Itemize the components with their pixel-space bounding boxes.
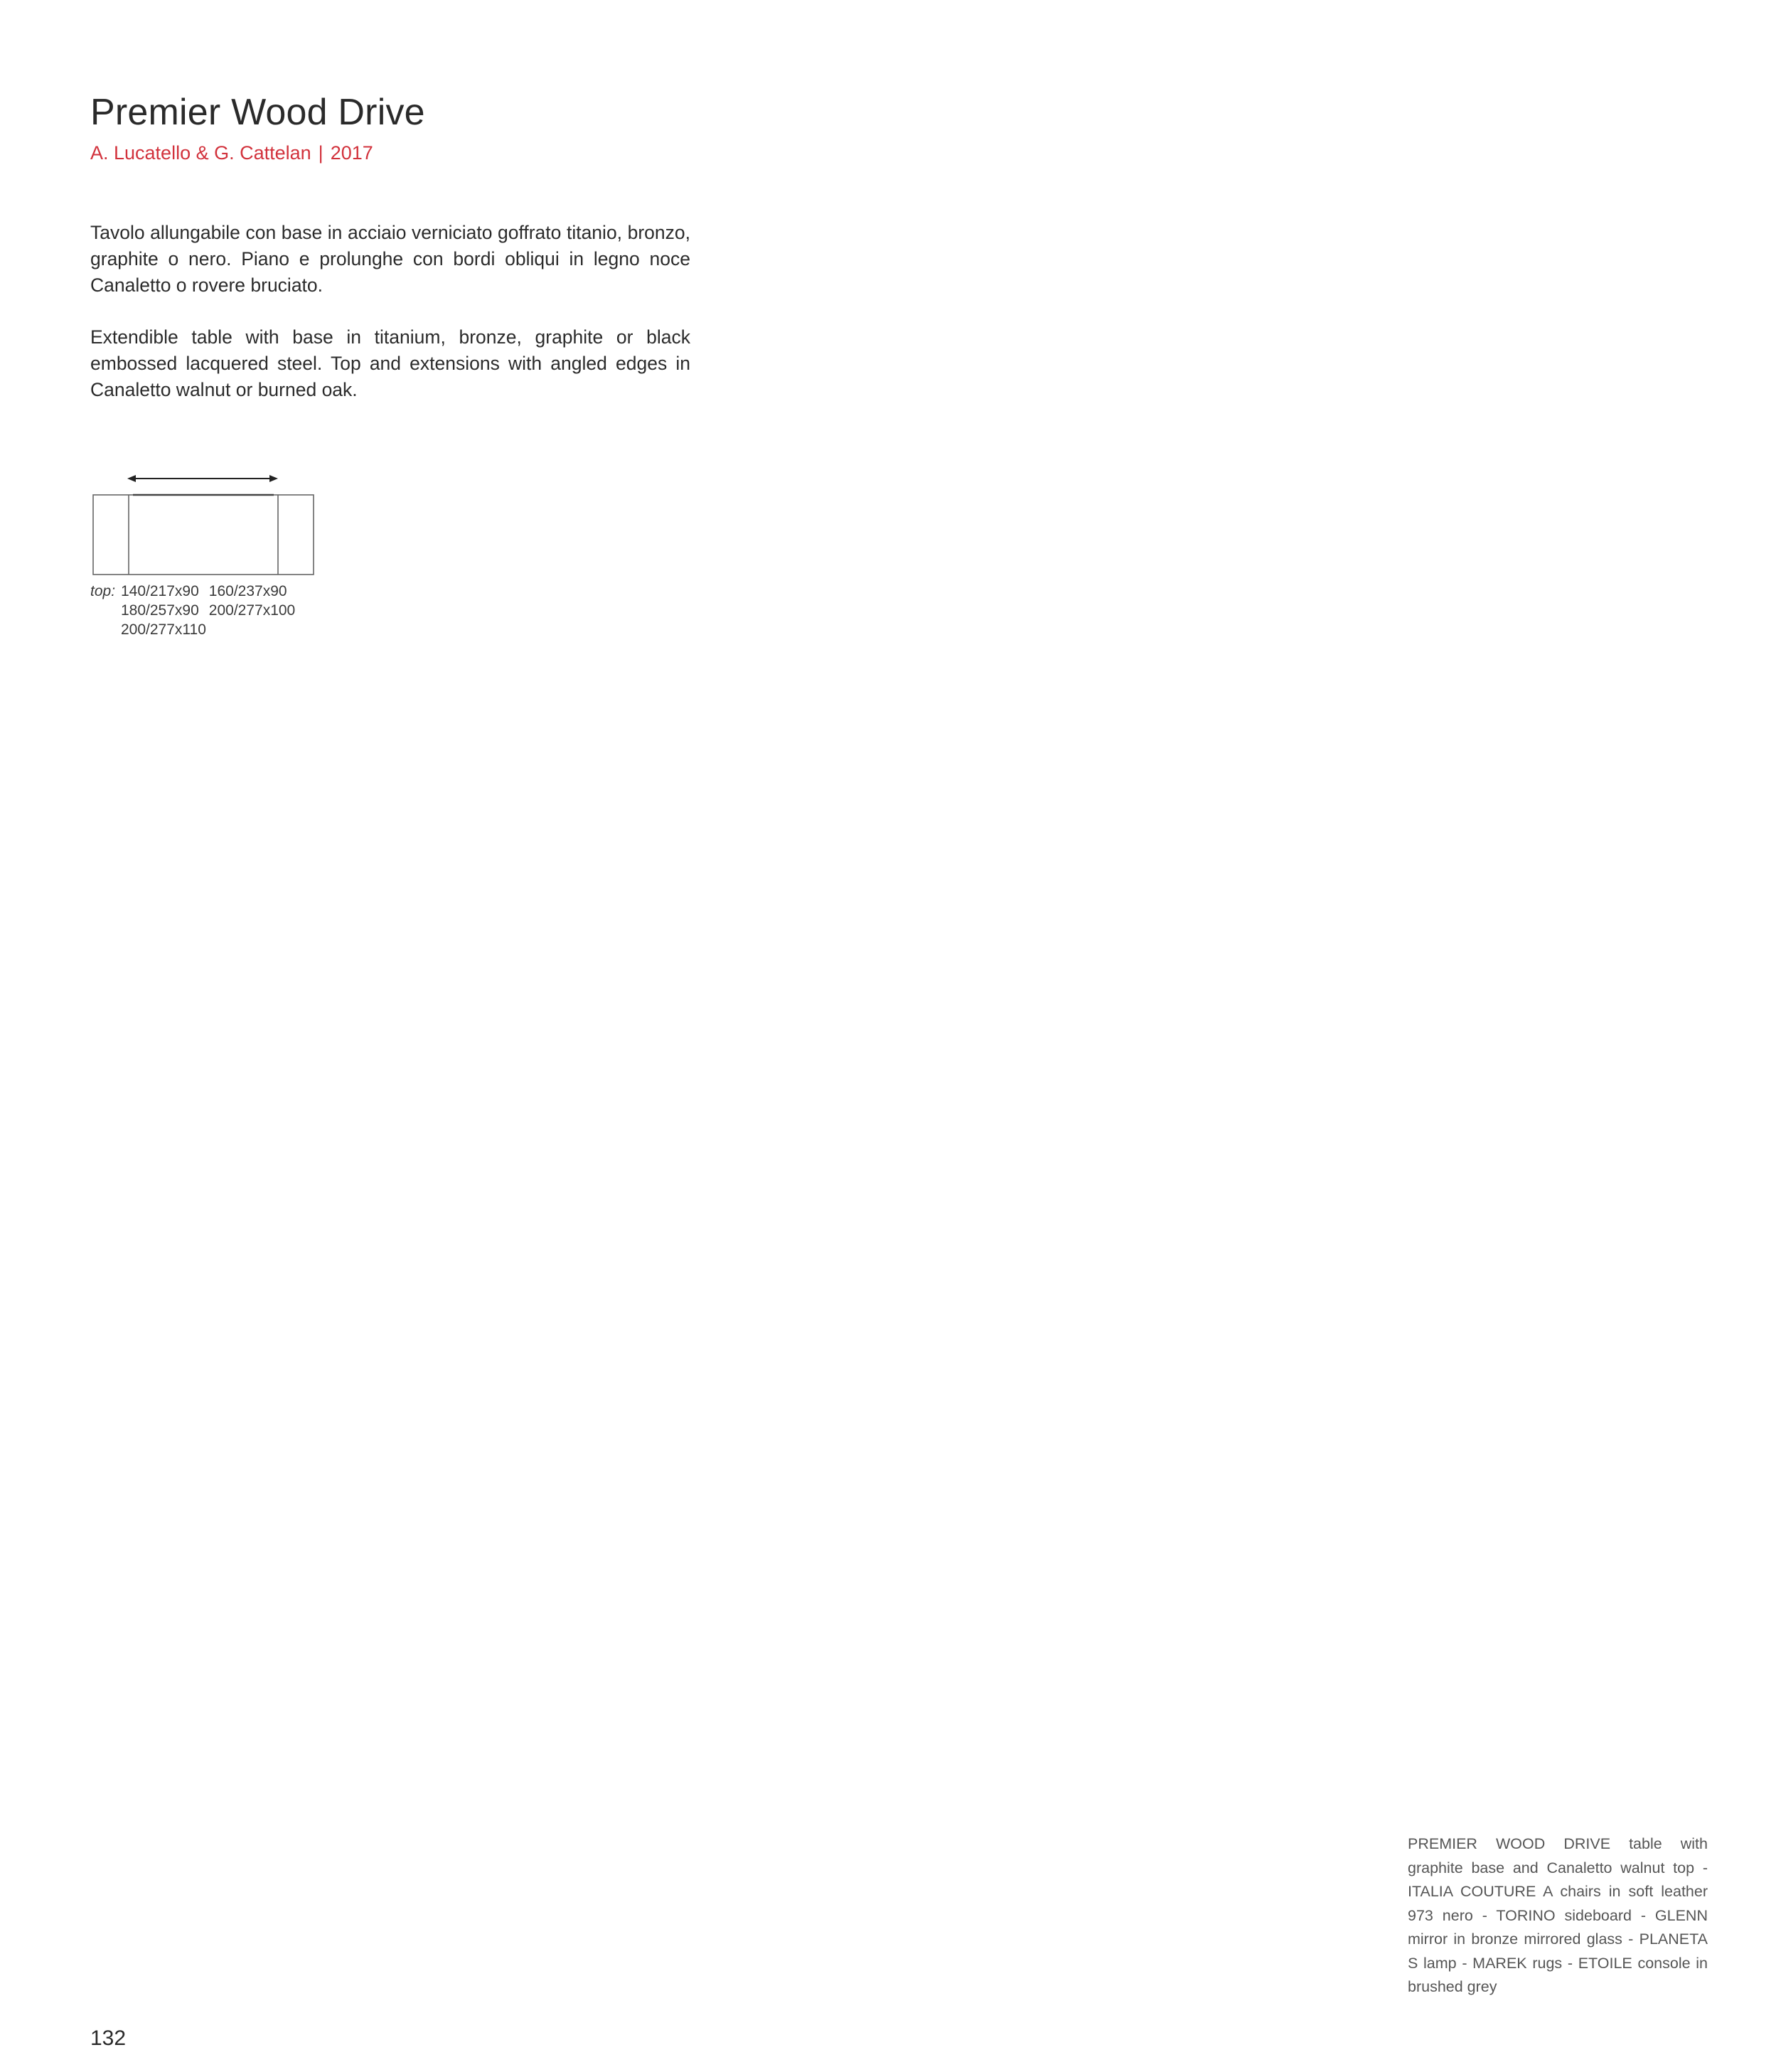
credit-separator: | — [318, 142, 323, 164]
dimensions-label: top: — [90, 583, 116, 599]
dimension-size: 140/217x90 — [121, 583, 199, 599]
product-title: Premier Wood Drive — [90, 92, 425, 133]
dimensions-list — [90, 582, 295, 639]
table-top-outline — [93, 495, 314, 575]
designer-credit — [90, 142, 373, 164]
dimension-size: 200/277x100 — [208, 602, 296, 619]
dimension-size: 180/257x90 — [121, 602, 199, 619]
design-year: 2017 — [330, 142, 373, 164]
photo-caption: PREMIER WOOD DRIVE table with graphite base and Canaletto walnut top - ITALIA COUTURE A chairs in soft leather 973 nero - TORINO sideboard - GLENN mirror in bronze mirrored glass - PLANETA S lamp - MAREK rugs - ETOILE console in brushed grey — [1408, 1835, 1708, 1995]
dimension-size: 160/237x90 — [208, 583, 287, 599]
description-italian: Tavolo allungabile con base in acciaio verniciato goffrato titanio, bronzo, graphite o nero. Piano e prolunghe con bordi obliqui in legno noce Canaletto o rovere bruciato. — [90, 222, 690, 296]
page-number: 132 — [90, 2026, 127, 2050]
extension-arrow-icon — [127, 475, 278, 482]
table-top-diagram — [89, 469, 316, 576]
dimension-size: 200/277x110 — [121, 621, 206, 638]
designers: A. Lucatello & G. Cattelan — [90, 142, 311, 164]
description-english: Extendible table with base in titanium, bronze, graphite or black embossed lacquered steel. Top and extensions with angled edges in Canaletto walnut or burned oak. — [90, 326, 690, 400]
